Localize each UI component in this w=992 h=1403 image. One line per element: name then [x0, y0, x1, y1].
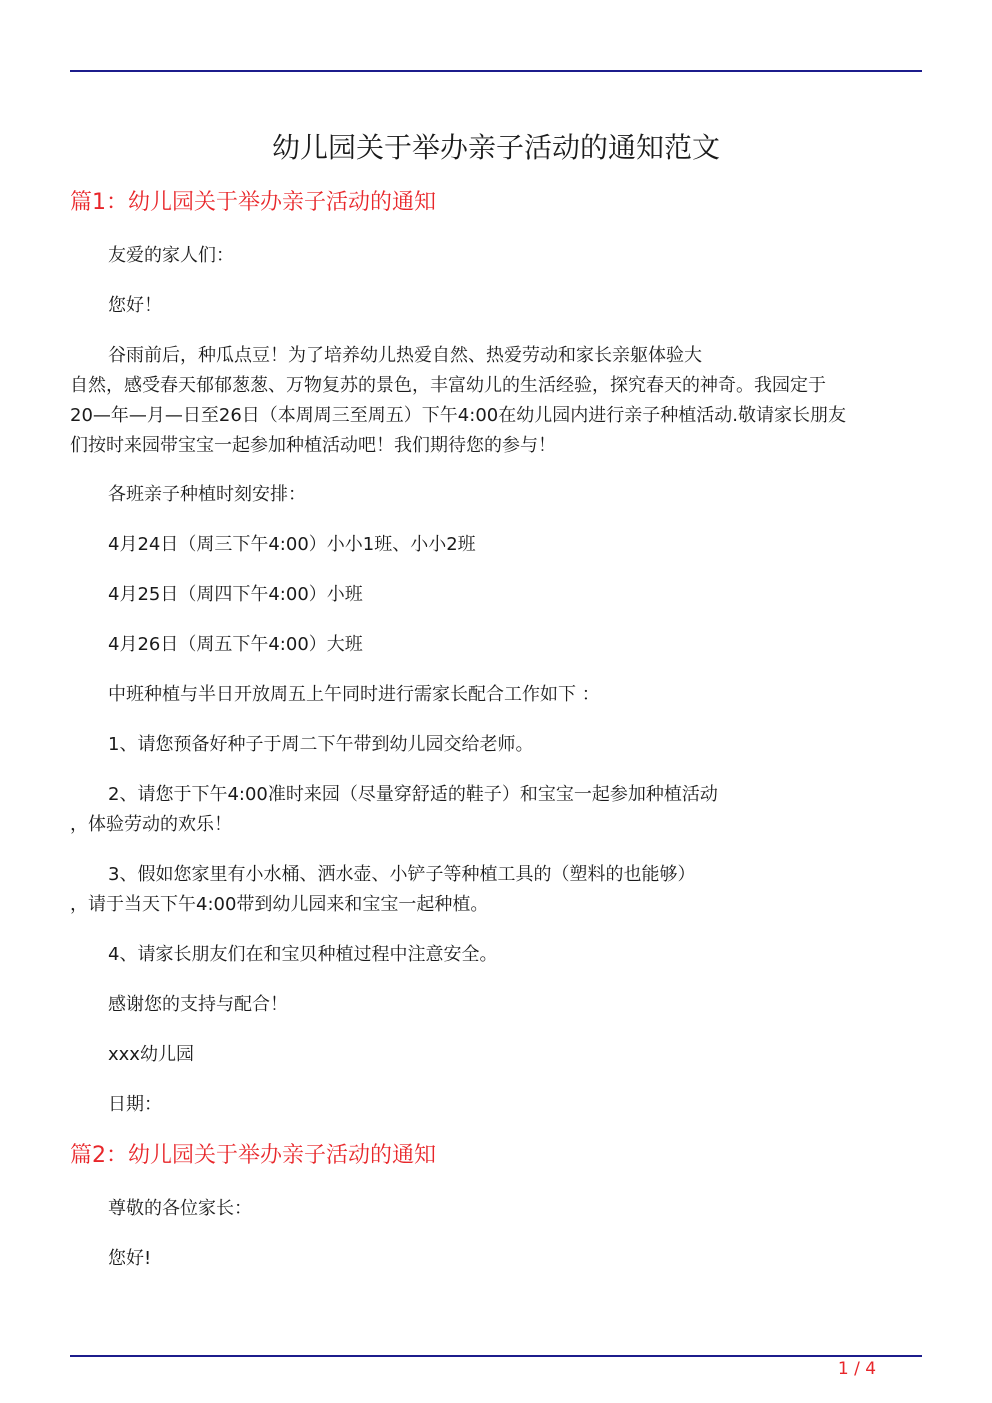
- schedule-item: 4月25日（周四下午4:00）小班: [108, 584, 363, 605]
- section-2-heading: 篇2：幼儿园关于举办亲子活动的通知: [70, 1143, 436, 1168]
- schedule-item: 4月26日（周五下午4:00）大班: [108, 634, 363, 655]
- greeting: 尊敬的各位家长：: [108, 1198, 252, 1219]
- section-1-heading: 篇1：幼儿园关于举办亲子活动的通知: [70, 190, 436, 215]
- page-indicator: 1 / 4: [837, 1359, 877, 1379]
- middle-class-note: 中班种植与半日开放周五上午同时进行需家长配合工作如下 ：: [108, 684, 600, 705]
- intro-line-3: 20—年—月—日至26日（本周周三至周五）下午4:00在幼儿园内进行亲子种植活动.敬请家长朋友: [70, 405, 846, 426]
- greeting: 友爱的家人们：: [108, 245, 234, 266]
- list-item-1: 1、请您预备好种子于周二下午带到幼儿园交给老师。: [108, 734, 534, 755]
- schedule-item: 4月24日（周三下午4:00）小小1班、小小2班: [108, 534, 476, 555]
- intro-line-2: 自然，感受春天郁郁葱葱、万物复苏的景色，丰富幼儿的生活经验，探究春天的神奇。我园定于: [70, 375, 826, 396]
- hello: 您好！: [108, 295, 162, 316]
- schedule-title: 各班亲子种植时刻安排：: [108, 484, 306, 505]
- header-rule: [70, 70, 922, 72]
- list-item-4: 4、请家长朋友们在和宝贝种植过程中注意安全。: [108, 944, 498, 965]
- hello: 您好!: [108, 1248, 152, 1269]
- date-label: 日期：: [108, 1094, 162, 1115]
- footer-rule: [70, 1355, 922, 1357]
- intro-line-1: 谷雨前后，种瓜点豆！为了培养幼儿热爱自然、热爱劳动和家长亲躯体验大: [108, 345, 702, 366]
- document-title: 幼儿园关于举办亲子活动的通知范文: [271, 131, 720, 164]
- signature: xxx幼儿园: [108, 1044, 194, 1065]
- list-item-2-cont: ，体验劳动的欢乐！: [70, 814, 232, 835]
- list-item-3: 3、假如您家里有小水桶、洒水壶、小铲子等种植工具的（塑料的也能够）: [108, 864, 696, 885]
- thanks: 感谢您的支持与配合！: [108, 994, 288, 1015]
- list-item-2: 2、请您于下午4:00准时来园（尽量穿舒适的鞋子）和宝宝一起参加种植活动: [108, 784, 718, 805]
- list-item-3-cont: ，请于当天下午4:00带到幼儿园来和宝宝一起种植。: [70, 894, 489, 915]
- intro-line-4: 们按时来园带宝宝一起参加种植活动吧！我们期待您的参与！: [70, 435, 556, 456]
